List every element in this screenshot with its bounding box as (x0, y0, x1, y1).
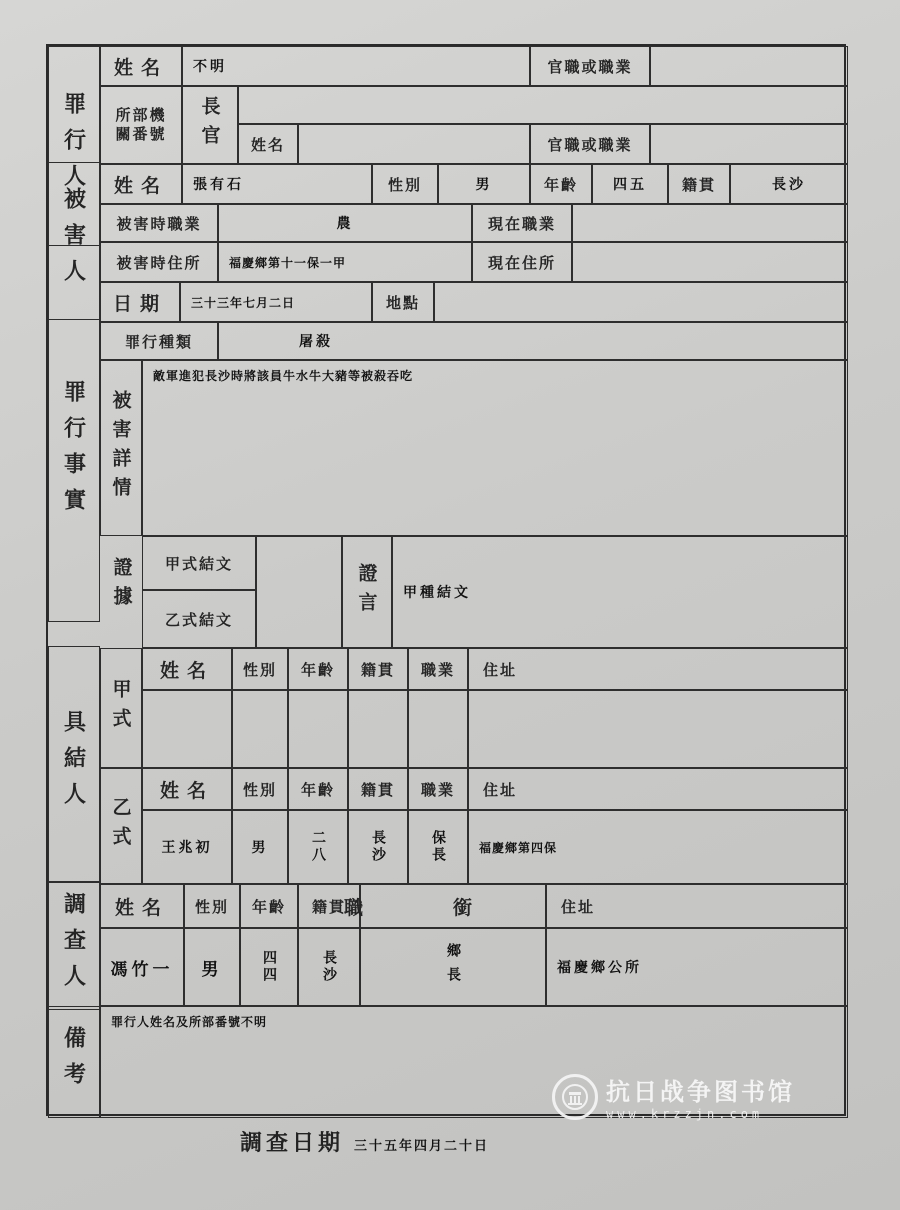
perpetrator-rank-value (650, 46, 848, 86)
perpetrator-commander-label (182, 86, 238, 164)
victim-origin-value (730, 164, 848, 204)
evidence-class-a-text: 甲式結文 (164, 554, 233, 573)
guarantors-section-label (48, 646, 100, 882)
victim-name-label (100, 164, 182, 204)
victim-age-text: 四五 (613, 177, 647, 193)
crime-type-value (218, 322, 848, 360)
watermark-url: www.krzzjn.com (606, 1107, 764, 1121)
investigator-section-text: 調查人 (60, 892, 87, 1000)
victim-current-address-label (472, 242, 572, 282)
guarantors-a-header-name (142, 648, 232, 690)
library-watermark (552, 1072, 795, 1121)
guarantors-b-header-sex (232, 768, 288, 810)
victim-origin-label-text: 籍貫 (681, 175, 716, 194)
guarantors-b-header-address (468, 768, 848, 810)
perpetrator-commander-name-value (298, 124, 530, 164)
guarantors-b-header-origin-text: 籍貫 (360, 780, 395, 799)
remarks-text: 罪行人姓名及所部番號不明 (111, 1015, 268, 1029)
investigation-date-footer (240, 1126, 489, 1157)
guarantors-class-b-label-text: 乙式 (109, 797, 132, 855)
guarantors-b-origin-text: 長沙 (370, 830, 386, 864)
victim-origin-text: 長沙 (772, 177, 806, 193)
remarks-section-text: 備考 (60, 1026, 87, 1098)
victim-section-text: 被害人 (60, 187, 87, 295)
crime-date-label (100, 282, 180, 322)
guarantors-a-occupation-value (408, 690, 468, 768)
victim-sex-value (438, 164, 530, 204)
guarantors-a-name-value (142, 690, 232, 768)
victim-sex-label (372, 164, 438, 204)
guarantors-b-header-address-text: 住址 (483, 780, 518, 799)
victim-current-occupation-value (572, 204, 848, 242)
investigator-age-value (240, 928, 298, 1006)
victim-current-occupation-label-text: 現在職業 (487, 214, 556, 233)
victim-current-address-label-text: 現在住所 (487, 253, 556, 272)
guarantors-b-age-value (288, 810, 348, 884)
investigator-origin-value (298, 928, 360, 1006)
watermark-title: 抗日战争图书馆 (606, 1078, 795, 1106)
crime-details-value (142, 360, 848, 536)
guarantors-class-a-label (100, 648, 142, 768)
guarantors-a-header-sex (232, 648, 288, 690)
guarantors-a-origin-value (348, 690, 408, 768)
guarantors-b-sex-value (232, 810, 288, 884)
perpetrator-rank2-value (650, 124, 848, 164)
crime-type-label-text: 罪行種類 (124, 332, 193, 351)
library-logo-icon (552, 1074, 598, 1120)
victim-current-address-value (572, 242, 848, 282)
guarantors-a-address-value (468, 690, 848, 768)
victim-age-label-text: 年齡 (543, 175, 578, 194)
guarantors-b-header-age (288, 768, 348, 810)
victim-name-label-text: 姓名 (113, 174, 168, 197)
evidence-testimony-label-text: 證言 (355, 563, 378, 621)
perpetrator-rank2-label-text: 官職或職業 (547, 135, 633, 154)
guarantors-b-occupation-text: 保長 (430, 830, 446, 864)
crime-section-label (48, 282, 100, 622)
investigator-header-origin-text: 籍貫 (311, 897, 346, 916)
guarantors-a-header-occupation (408, 648, 468, 690)
crime-place-label-text: 地點 (385, 293, 420, 312)
investigator-header-age (240, 884, 298, 928)
investigator-age-text: 四四 (261, 950, 277, 984)
victim-address-value (218, 242, 472, 282)
investigator-header-address (546, 884, 848, 928)
guarantors-b-header-age-text: 年齡 (300, 780, 335, 799)
victim-address-label-text: 被害時住所 (116, 253, 202, 272)
investigator-sex-text: 男 (201, 959, 223, 980)
victim-occupation-label (100, 204, 218, 242)
victim-occupation-text: 農 (336, 216, 354, 232)
guarantors-a-sex-value (232, 690, 288, 768)
investigation-date-label: 調查日期 (240, 1130, 345, 1156)
perpetrator-rank-label (530, 46, 650, 86)
investigator-header-name (100, 884, 184, 928)
guarantors-a-header-sex-text: 性別 (242, 660, 277, 679)
victim-current-occupation-label (472, 204, 572, 242)
investigator-origin-text: 長沙 (321, 950, 337, 984)
evidence-testimony-label (342, 536, 392, 648)
guarantors-class-b-label (100, 768, 142, 884)
victim-address-text: 福慶鄉第十一保一甲 (229, 255, 347, 270)
perpetrator-commander-name-label-text: 姓名 (250, 135, 285, 154)
guarantors-a-header-address (468, 648, 848, 690)
crime-type-label (100, 322, 218, 360)
crime-section-text: 罪行事實 (60, 379, 87, 524)
guarantors-b-name-text: 王兆初 (161, 840, 213, 856)
guarantors-b-header-name-text: 姓名 (159, 779, 214, 802)
victim-occupation-value (218, 204, 472, 242)
evidence-section-label (100, 536, 144, 636)
guarantors-b-header-occupation-text: 職業 (420, 780, 455, 799)
investigator-header-sex (184, 884, 240, 928)
guarantors-a-age-value (288, 690, 348, 768)
investigator-header-title-text: 職銜 (344, 896, 563, 919)
investigator-header-address-text: 住址 (561, 897, 596, 916)
victim-sex-text: 男 (475, 177, 493, 193)
crime-type-text: 屠殺 (299, 334, 333, 350)
evidence-testimony-text: 甲種結文 (403, 585, 471, 601)
perpetrator-name-text: 不明 (193, 59, 227, 75)
evidence-statement-value (256, 536, 342, 648)
perpetrator-section-text: 罪行人 (60, 92, 87, 200)
perpetrator-unit-value (238, 86, 848, 124)
investigator-name-value (100, 928, 184, 1006)
crime-date-label-text: 日期 (112, 292, 167, 315)
evidence-class-b (142, 590, 256, 648)
guarantors-a-header-origin-text: 籍貫 (360, 660, 395, 679)
investigator-name-text: 馮竹一 (110, 959, 174, 980)
investigator-header-age-text: 年齡 (251, 897, 286, 916)
investigator-section-label (48, 882, 100, 1010)
crime-date-text: 三十三年七月二日 (191, 295, 296, 310)
evidence-testimony-value (392, 536, 848, 648)
guarantors-a-header-origin (348, 648, 408, 690)
investigator-header-sex-text: 性別 (194, 897, 229, 916)
investigator-title-value (360, 928, 546, 1006)
victim-age-value (592, 164, 668, 204)
crime-details-label-text: 被害詳情 (109, 390, 132, 506)
evidence-class-a (142, 536, 256, 590)
victim-age-label (530, 164, 592, 204)
guarantors-b-header-origin (348, 768, 408, 810)
investigator-address-text: 福慶鄉公所 (557, 960, 642, 976)
guarantors-b-occupation-value (408, 810, 468, 884)
guarantors-b-header-sex-text: 性別 (242, 780, 277, 799)
perpetrator-unit-label (100, 86, 182, 164)
perpetrator-rank2-label (530, 124, 650, 164)
perpetrator-commander-label-text: 長官 (198, 96, 221, 154)
perpetrator-rank-label-text: 官職或職業 (547, 57, 633, 76)
guarantors-b-origin-value (348, 810, 408, 884)
guarantors-b-age-text: 二八 (310, 830, 326, 864)
guarantors-section-text: 具結人 (60, 710, 87, 818)
guarantors-a-header-name-text: 姓名 (159, 659, 214, 682)
investigator-sex-value (184, 928, 240, 1006)
remarks-section-label (48, 1006, 100, 1118)
investigator-header-name-text: 姓名 (114, 896, 169, 919)
victim-sex-label-text: 性別 (387, 175, 422, 194)
evidence-class-b-text: 乙式結文 (164, 610, 233, 629)
victim-origin-label (668, 164, 730, 204)
guarantors-b-address-value (468, 810, 848, 884)
crime-details-text: 敵軍進犯長沙時將該員牛水牛大豬等被殺吞吃 (153, 369, 414, 383)
victim-address-label (100, 242, 218, 282)
victim-name-text: 張有石 (193, 177, 244, 193)
victim-occupation-label-text: 被害時職業 (116, 214, 202, 233)
investigation-date-value: 三十五年四月二十日 (354, 1139, 490, 1154)
perpetrator-name-label (100, 46, 182, 86)
investigator-title-text: 鄉長 (445, 943, 461, 991)
guarantors-a-header-address-text: 住址 (483, 660, 518, 679)
investigator-header-title (344, 884, 563, 928)
guarantors-b-sex-text: 男 (251, 840, 269, 856)
perpetrator-name-value (182, 46, 530, 86)
perpetrator-name-label-text: 姓名 (113, 56, 168, 79)
crime-date-value (180, 282, 372, 322)
guarantors-b-header-occupation (408, 768, 468, 810)
investigation-form (46, 44, 846, 1116)
crime-details-label (100, 360, 142, 536)
investigator-address-value (546, 928, 848, 1006)
evidence-section-text: 證據 (110, 557, 133, 615)
guarantors-a-header-occupation-text: 職業 (420, 660, 455, 679)
guarantors-class-a-label-text: 甲式 (109, 679, 132, 737)
perpetrator-unit-label-line2: 關番號 (115, 125, 167, 143)
guarantors-b-address-text: 福慶鄉第四保 (479, 840, 558, 855)
guarantors-b-name-value (142, 810, 232, 884)
perpetrator-unit-label-line1: 所部機 (115, 106, 167, 125)
victim-name-value (182, 164, 372, 204)
guarantors-a-header-age-text: 年齡 (300, 660, 335, 679)
crime-place-value (434, 282, 848, 322)
crime-place-label (372, 282, 434, 322)
perpetrator-commander-name-label (238, 124, 298, 164)
guarantors-b-header-name (142, 768, 232, 810)
guarantors-a-header-age (288, 648, 348, 690)
